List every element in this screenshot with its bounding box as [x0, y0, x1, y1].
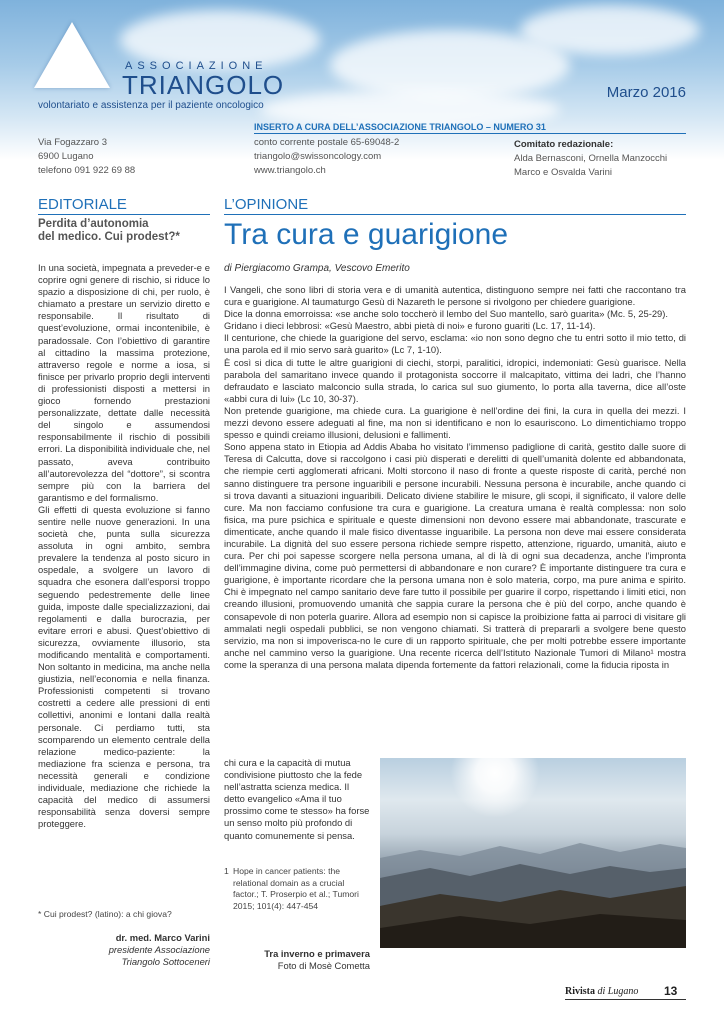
- contact-block: [254, 136, 399, 178]
- landscape-photo: [380, 758, 686, 948]
- footnote-text: Hope in cancer patients: the relational domain as a crucial factor.; T. Proserpio et al.; Tumori 2015; 101(4): 447-454: [233, 866, 359, 911]
- triangle-logo: [34, 22, 110, 88]
- magazine-footer: [565, 986, 638, 997]
- editoriale-title-line: del medico. Cui prodest?*: [38, 231, 180, 243]
- org-name: TRIANGOLO: [122, 70, 285, 100]
- opinione-paragraph: Sono appena stato in Etiopia ad Addis Ababa ho visitato l’immenso padiglione di carità, gestito dalle suore di Teresa di Calcutta, dove si raccolgono i casi più disperati e derelitti di quell’umanità dolente ed abbandonata, che riempie certi agglomerati africani. Molti storcono il naso di fronte a queste risposte di carità, perché non sanno distinguere tra persone inguaribili e persone incurabili. Nessuna persona è incurabile, anche quando ci si trova davanti a situazioni inguaribili. Delicato diviene stabilire le misure, gli scopi, il significato, il valore delle cure. Ma non facciamo confusione tra cura e guarigione. La creatura umana è realtà complessa: non solo fisica, ma pure psichica e spirituale e queste dimensioni non devono essere mai abbandonate, trascurate e dimenticate, anche quando il male fisico diventasse inguaribile. La persona non deve mai essere considerata incurabile. La dignità del suo essere persona richiede sempre rispetto, attenzione, riguardo, umanità, aiuto e cura. Per chi poi sapesse scorgere nella persona umana, al di là di ogni sua decadenza, anche l’impronta dell’immagine divina, come può permettersi di abbandonare e non curare? È importante distinguere tra cura e guarigione, è importante ricordare che la persona umana non è solo materia, corpo, ma pure anima e spirito. Chi è impegnato nel campo sanitario deve fare tutto il possibile per guarire il corpo, rispettando i limiti etici, non creando illusioni, promuovendo umanità che sappia curare la persona che è più del corpo, anche quando è consapevole di non poterla guarire. Allora ad esempio non si capisce la proibizione fatta ai parroci di visitare gli ammalati negli ospedali pubblici, se non vengono chiamati. Si tratterà di prepararli a svolgere bene questo servizio, ma non si impoverisca-no le cure di un rapporto spirituale, che per molti potrebbe essere importante anche nel cammino verso la guarigione. Una recente ricerca dell’Istituto Nazionale Tumori di Milano¹ mostra come la speranza di una persona malata dipenda fortemente da fattori relazionali, come la fiducia riposta in: [224, 441, 686, 670]
- editoriale-body: [38, 262, 210, 830]
- comitato-title: Comitato redazionale:: [514, 139, 614, 150]
- section-editoriale: EDITORIALE: [38, 196, 127, 213]
- comitato-block: [514, 138, 667, 180]
- magazine-city: di Lugano: [597, 986, 639, 997]
- footnote-number: 1: [224, 866, 229, 876]
- opinione-paragraph: I Vangeli, che sono libri di storia vera e di umanità autentica, distinguono sempre nei fatti che raccontano tra cura e guarigione. Al taumaturgo Gesù di Nazareth le persone si rivolgono per chiedere guarigione.: [224, 284, 686, 308]
- contact-website[interactable]: www.triangolo.ch: [254, 165, 326, 176]
- opinione-continued: chi cura e la capacità di mutua condivisione piuttosto che la fede nell’astratta scienza medica. Il detto evangelico «Ama il tuo prossimo come te stesso» ha forse un senso molto più profondo di quanto comunemente si pensa.: [224, 757, 370, 841]
- address-line: 6900 Lugano: [38, 151, 94, 162]
- magazine-name: Rivista: [565, 986, 595, 997]
- issue-date: Marzo 2016: [606, 84, 686, 101]
- editoriale-rule: [38, 214, 210, 215]
- editoriale-footnote: * Cui prodest? (latino): a chi giova?: [38, 909, 172, 919]
- address-line: telefono 091 922 69 88: [38, 165, 136, 176]
- tagline: volontariato e assistenza per il paziente oncologico: [38, 100, 264, 111]
- sun-glow: [450, 758, 540, 818]
- editoriale-title: [38, 218, 180, 244]
- comitato-line: Alda Bernasconi, Ornella Manzocchi: [514, 153, 668, 164]
- contact-line: conto corrente postale 65-69048-2: [254, 137, 400, 148]
- comitato-line: Marco e Osvalda Varini: [514, 167, 613, 178]
- opinione-rule: [224, 214, 686, 215]
- address-line: Via Fogazzaro 3: [38, 137, 108, 148]
- editoriale-paragraph: Gli effetti di questa evoluzione si fanno sentire nelle nuove generazioni. In una società che, punta sulla sicurezza assoluta in ogni ambito, sembra prevalere la tendenza al posto sicuro in ospedale, a svolgere un lavoro di squadra che esonera dall’esporsi troppo seguendo pedestremente delle linee guida, imposte dalle specializzazioni, dai regolamenti e dalla burocrazia, per evitare errori e abusi. Quest’obiettivo di sicurezza, ovviamente illusorio, sta modificando mentalità e comportamenti. Non soltanto in medicina, ma anche nella giustizia, nell’economia e nella finanza. Professionisti competenti si trovano costretti a cedere alle pressioni di enti collettivi, anonimi e lontani dalla realtà personale. Ci perdiamo tutti, sta scomparendo un elemento centrale della relazione medico-paziente: la mediazione fra scienza e persona, tra necessità generali e condizione individuale, mediazione che richiede la capacità del medico di assumersi responsabilità senza doversi sempre proteggere.: [38, 503, 210, 830]
- footer-rule: [565, 999, 686, 1000]
- insert-banner: INSERTO A CURA DELL’ASSOCIAZIONE TRIANGOLO – NUMERO 31: [254, 122, 546, 132]
- address-block: [38, 136, 135, 178]
- section-opinione: L’OPINIONE: [224, 196, 309, 213]
- article-title: Tra cura e guarigione: [224, 218, 509, 251]
- contact-email[interactable]: triangolo@swissoncology.com: [254, 151, 382, 162]
- article-footnote: [224, 866, 370, 912]
- photo-caption-credit: Foto di Mosè Cometta: [277, 960, 370, 971]
- page-number: 13: [664, 984, 678, 998]
- photo-caption: [224, 948, 370, 972]
- signature-role: presidente Associazione: [108, 944, 210, 955]
- signature-role: Triangolo Sottoceneri: [121, 956, 210, 967]
- opinione-paragraph: È così si dica di tutte le altre guarigioni di ciechi, storpi, paralitici, idropici, indemoniati: Gesù guarisce. Nella parabola del samaritano invece quando il protagonista soccorre il malcapitato, vittima dei ladri, che l’hanno defraudato e lasciato malconcio sulla strada, lo carica sul suo giumento, lo porta alla taverna, dice all’oste «abbi cura di lui» (Lc 10, 30-37).: [224, 356, 686, 404]
- mountain-ridges: [380, 828, 686, 948]
- signature-name: dr. med. Marco Varini: [115, 932, 210, 943]
- banner-rule: [254, 133, 686, 134]
- editoriale-paragraph: In una società, impegnata a preveder-e e coprire ogni genere di rischio, si riduce lo spazio a disposizione di chi, per ruolo, è chiamato a prestare un servizio diretto e responsabile. Il risultato di quest’evoluzione, ormai incontenibile, è paradossale. Con l’obiettivo di garantire al cittadino la massima protezione, attraverso regole e norme a iosa, si finisce per privarlo proprio degli interventi di professionisti disposti a mettersi in gioco fornendo prestazioni personalizzate, dettate dalle necessità del singolo e assumendosi responsabilmente il rischio di possibili errori. La disponibilità individuale che, nel passato, aveva contribuito all’autorevolezza del “dottore”, si scontra sempre più con la barriera del garantismo e del formalismo.: [38, 262, 210, 503]
- opinione-paragraph: Non pretende guarigione, ma chiede cura. La guarigione è nell’ordine dei fini, la cura in quella dei mezzi. I mezzi devono essere adeguati al fine, ma non si identificano e non lo esauriscono. Lo dimentichiamo troppo spesso e quindi creiamo illusioni, delusioni e fallimenti.: [224, 404, 686, 441]
- opinione-paragraph: Gridano i dieci lebbrosi: «Gesù Maestro, abbi pietà di noi» e furono guariti (Lc. 17, 11-14).: [224, 320, 596, 332]
- photo-caption-title: Tra inverno e primavera: [264, 948, 370, 959]
- opinione-paragraph: Dice la donna emorroissa: «se anche solo toccherò il lembo del Suo mantello, sarò guarita» (Mc. 5, 25-29).: [224, 308, 668, 320]
- opinione-paragraph: Il centurione, che chiede la guarigione del servo, esclama: «io non sono degno che tu entri sotto il mio tetto, di una parola ed il mio servo sarà guarito» (Lc 7, 1-10).: [224, 332, 686, 356]
- assoc-label: ASSOCIAZIONE: [125, 60, 268, 72]
- editoriale-signature: [38, 932, 210, 968]
- opinione-body: [224, 284, 686, 671]
- editoriale-title-line: Perdita d’autonomia: [38, 218, 149, 230]
- article-author: di Piergiacomo Grampa, Vescovo Emerito: [224, 263, 410, 274]
